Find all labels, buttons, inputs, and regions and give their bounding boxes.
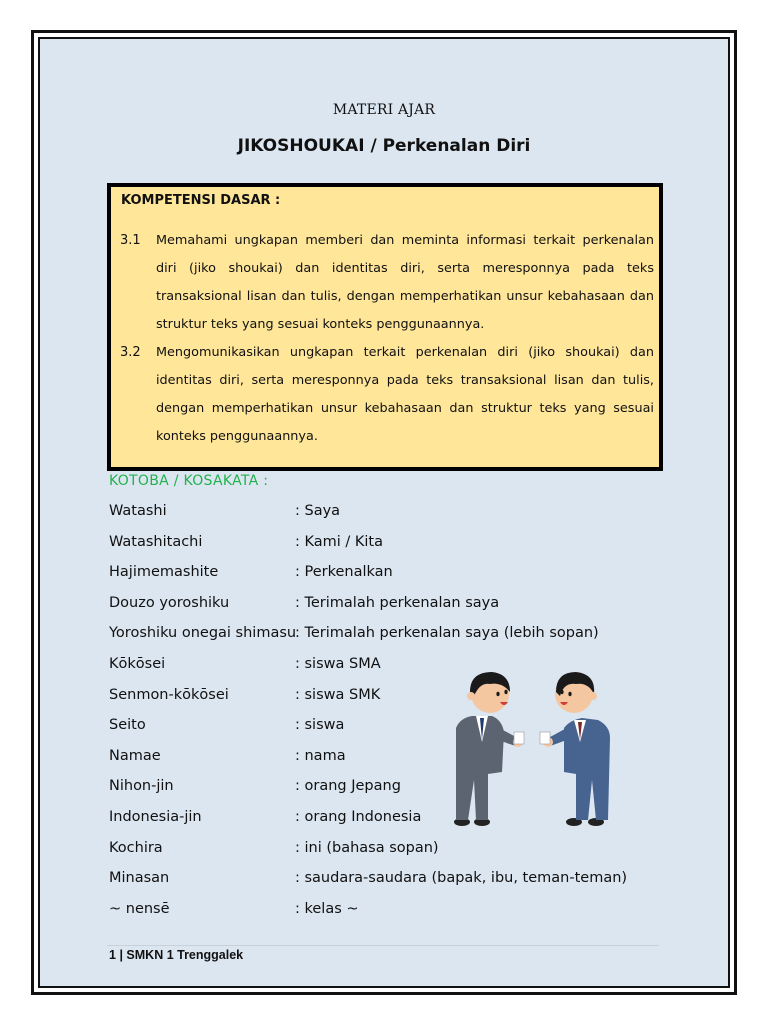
vocab-row — [109, 835, 649, 866]
vocab-term: ~ nensē — [109, 900, 170, 917]
vocab-term: Indonesia-jin — [109, 808, 202, 825]
school-name: SMKN 1 Trenggalek — [126, 948, 244, 962]
vocab-meaning: : Terimalah perkenalan saya (lebih sopan) — [295, 625, 599, 642]
vocab-meaning: : siswa SMK — [295, 686, 381, 703]
vocab-term: Hajimemashite — [109, 564, 219, 581]
vocab-term: Kochira — [109, 839, 163, 856]
vocab-meaning: : kelas ~ — [295, 900, 359, 917]
kompetensi-number: 3.2 — [120, 345, 141, 360]
vocab-row — [109, 590, 649, 621]
vocab-meaning: : nama — [295, 747, 346, 764]
vocab-term: Kōkōsei — [109, 655, 166, 672]
vocab-meaning: : orang Jepang — [295, 778, 401, 795]
kompetensi-number: 3.1 — [120, 233, 141, 248]
vocab-term: Douzo yoroshiku — [109, 594, 230, 611]
vocab-row — [109, 896, 649, 927]
vocab-row — [109, 529, 649, 560]
page-footer — [109, 948, 243, 962]
vocab-row — [109, 559, 649, 590]
vocab-row — [109, 865, 649, 896]
vocab-term: Senmon-kōkōsei — [109, 686, 229, 703]
vocab-term: Namae — [109, 747, 161, 764]
footer-divider — [107, 945, 659, 946]
vocab-term: Nihon-jin — [109, 778, 174, 795]
vocab-meaning: : Saya — [295, 503, 341, 519]
vocab-term: Yoroshiku onegai shimasu — [109, 625, 297, 642]
vocab-row — [109, 620, 649, 651]
vocab-meaning: : Kami / Kita — [295, 533, 383, 550]
document-label: MATERI AJAR — [332, 102, 436, 118]
vocab-meaning: : Perkenalkan — [295, 564, 393, 581]
vocab-term: Seito — [109, 717, 146, 734]
vocab-meaning: : Terimalah perkenalan saya — [295, 594, 500, 611]
left-businessman-figure — [454, 672, 524, 826]
vocab-meaning: : saudara-saudara (bapak, ibu, teman-teman) — [295, 870, 628, 887]
vocab-meaning: : orang Indonesia — [295, 808, 422, 825]
kompetensi-dasar-box — [107, 183, 663, 471]
page-number: 1 — [109, 948, 116, 962]
vocab-meaning: : siswa — [295, 717, 345, 734]
footer-separator: | — [119, 948, 123, 962]
kotoba-heading: KOTOBA / KOSAKATA : — [109, 473, 269, 489]
vocab-meaning: : ini (bahasa sopan) — [295, 839, 439, 856]
vocab-term: Minasan — [109, 870, 170, 887]
vocab-term: Watashitachi — [109, 533, 203, 550]
business-card-exchange-illustration — [452, 662, 617, 827]
vocab-term: Watashi — [109, 503, 167, 519]
right-businessman-figure — [540, 672, 610, 826]
kompetensi-text: Memahami ungkapan memberi dan meminta informasi terkait perkenalan diri (jiko shoukai) dan identitas diri, serta meresponnya pada teks transaksional lisan dan tulis, dengan memperhatikan unsur kebahasaan dan struktur teks yang sesuai konteks penggunaannya. — [156, 233, 654, 332]
vocab-meaning: : siswa SMA — [295, 655, 381, 672]
kompetensi-heading: KOMPETENSI DASAR : — [121, 193, 281, 208]
vocab-row — [109, 498, 649, 529]
kompetensi-text: Mengomunikasikan ungkapan terkait perkenalan diri (jiko shoukai) dan identitas diri, serta meresponnya pada teks transaksional lisan dan tulis, dengan memperhatikan unsur kebahasaan dan struktur teks yang sesuai konteks penggunaannya. — [156, 345, 654, 444]
page-title: JIKOSHOUKAI / Perkenalan Diri — [237, 136, 531, 156]
